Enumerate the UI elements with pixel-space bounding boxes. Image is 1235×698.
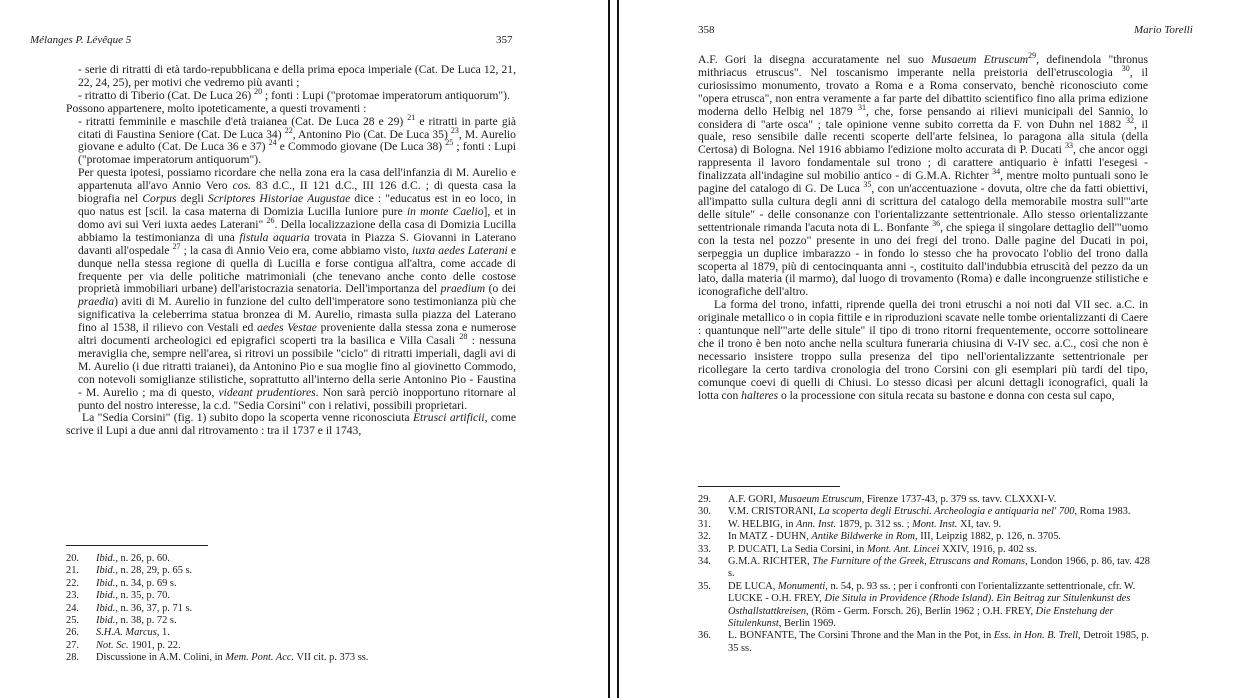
paragraph: Per questa ipotesi, possiamo ricordare che nella zona era la casa dell'infanzia di M. Aurelio e appartenuta all'avo Annio Vero cos. 83 d.C., II 121 d.C., III 126 d.C. ; di questa casa la biografia nel Corpus degli Scriptores Historiae Augustae dice : "educatus est in eo loco, in quo natus est [scil. la casa materna di Domizia Lucilla Iuniore pure in monte Caelio], et in domo avi sui Veri iuxta aedes Laterani" $^{26}$. Della localizzazione della casa di Domizia Lucilla abbiamo la testimonianza di una fistula aquaria trovata in Piazza S. Giovanni in Laterano davanti all'ospedale $^{27}$ ; la casa di Annio Veio era, come abbiamo visto, iuxta aedes Laterani e dunque nella stessa regione di quella di Lucilla e forse contigua all'altra, come accade di frequente per via delle politiche matrimoniali (che tenevano anche conto delle costose proprietà immobiliari urbane) dell'aristocrazia senatoria. Dell'importanza del praedium (o dei praedia) aviti di M. Aurelio in funzione del culto dell'imperatore sono testimonianza più che significativa la celeberrima statua bronzea di M. Aurelio, rimasta sulla piazza del Laterano fino al 1538, il rilievo con Vestali ed aedes Vestae proveniente dalla stessa zona e numerose altri documenti archeologici ed epigrafici scoperti tra la basilica e Villa Casali $^{28}$ : nessuna meraviglia che, sempre nell'area, si ritrovi un possibile "ciclo" di ritratti imperiali, dagli avi di M. Aurelio (i due ritratti traianei), da Antonino Pio e sua moglie fino al giovinetto Commodo, con notevoli somiglianze stilistiche, soprattutto all'interno della serie Antonino Pio - Faustina - M. Aurelio ; ma di questo, videant prudentiores. Non sarà perciò inopportuno ritornare al punto del nostro interesse, la c.d. "Sedia Corsini" con i relativi, possibili proprietari. [78, 166, 517, 412]
footnote-ref[interactable]: 29 [1028, 51, 1037, 61]
footnote-ref[interactable]: 32 [1125, 115, 1134, 125]
footnote-ref[interactable]: 31 [858, 102, 866, 112]
paragraph: La "Sedia Corsini" (fig. 1) subito dopo la scoperta venne riconosciuta Etrusci artificii, come scrive il Lupi a due anni dal ritrovamento : tra il 1737 e il 1743, [66, 411, 517, 438]
footnote-ref[interactable]: 34 [992, 167, 1001, 177]
footnote: 21. Ibid., n. 28, 29, p. 65 s. [66, 565, 193, 577]
list-item: - ritratti femminile e maschile d'età traianea (Cat. De Luca 28 e 29) $^{21}$ e ritratti in parte già citati di Faustina Seniore (Cat. De Luca 34) $^{22}$, Antonino Pio (Cat. De Luca 35) $^{23}$, M. Aurelio giovane e adulto (Cat. De Luca 36 e 37) $^{24}$ e Commodo giovane (De Luca 38) $^{25}$ ; fonti : Lupi ("protomae imperatorum antiquorum"). [78, 112, 516, 167]
footnote-ref[interactable]: 30 [1121, 64, 1130, 74]
footnote: 30. V.M. CRISTORANI, La scoperta degli Etruschi. Archeologia e antiquaria nel' 700, Roma 1983. [698, 506, 1131, 518]
footnote-ref[interactable]: 35 [863, 180, 872, 190]
left-page [0, 0, 616, 698]
left-body-text [66, 64, 516, 438]
paragraph: La forma del trono, infatti, riprende quella dei troni etruschi a noi noti dal VII sec. a.C. in originale metallico o in copia fittile e in riproduzioni scavate nelle tombe orientalizzanti di Caere : quantunque nell'"arte delle situle" il tipo di trono ritorni frequentemente, occorre sottolineare che il trono è ben noto anche nella scultura funeraria chiusina di V-IV sec. a.C., così che non è necessario insistere troppo sulla presenza del tipo nell'orientalizzante settentrionale per ricollegare la certo tardiva cronologia del trono Corsini con gli esemplari più tardi del tipo, comunque coevi di quelli di Chiusi. Lo stesso dicasi per alcuni dettagli iconografici, quali la lotta con halteres o la processione con situla recata su bastone e donna con cesta sul capo, [698, 298, 1148, 402]
footnotes-left [66, 553, 516, 665]
footnote: 26. S.H.A. Marcus, 1. [66, 627, 170, 639]
footnote: 20. Ibid., n. 26, p. 60. [66, 553, 170, 564]
right-page [626, 0, 1235, 698]
footnote-ref[interactable]: 36 [932, 218, 941, 228]
paragraph: A.F. Gori la disegna accuratamente nel suo Musaeum Etruscum$^{29}$, definendola "thronus mithriacus etruscus". Nel toscanismo imperante nella preistoria dell'etruscologia $^{30}$, il curiosissimo monumento, trovato a Roma e a Roma conservato, benchè riconosciuto come "opera etrusca", non entra veramente a far parte del dibattito scientifico fino alla prima edizione moderna dello Helbig nel 1879 $^{31}$, che, forse pensando ai rilievi municipali del Sannio, lo considera di "arte osca" ; tale opinione venne subito corretta da F. von Duhn nel 1882 $^{32}$, il quale, reso sensibile dalle recenti scoperte dell'arte felsinea, lo paragona alla situla (della Certosa) di Bologna. Nel 1916 abbiamo l'edizione molto accurata di P. Ducati $^{33}$, che ancor oggi rappresenta il lavoro fondamentale sul trono ; di carattere antiquario è infatti l'esegesi - finalizzata all'indagine sul mobilio antico - di G.M.A. Richter $^{34}$, mentre molto puntuali sono le pagine del catalogo di G. De Luca $^{35}$, con un'accentuazione - dovuta, oltre che da fatti obiettivi, all'impatto sulla cultura degli anni di scrittura del catalogo della memorabile mostra sull'"arte delle situle" - delle consonanze con l'orientalizzante settentrionale. Allo stesso orientalizzante settentrionale rimanda l'acuta nota di L. Bonfante $^{36}$, che spiega il singolare dettaglio dell'"uomo con la testa nel pozzo" presente in uno dei fregi del trono. Dalle pagine del Ducati in poi, serpeggia un duplice imbarazzo - in fondo lo stesso che ha provocato l'oblio del trono dalla scoperta al 1879, più di centocinquanta anni -, costituito dall'indubbia etruscità del pezzo da un lato, dalla materia (il marmo), dal luogo di trovamento (Roma) e dalle incongruenze stilistiche e iconografiche dell'altro. [698, 51, 1149, 299]
footnote: 23. Ibid., n. 35, p. 70. [66, 590, 170, 602]
footnote-ref[interactable]: 20 [254, 86, 263, 96]
footnote: 24. Ibid., n. 36, 37, p. 71 s. [66, 602, 193, 614]
right-body-text [698, 51, 1149, 402]
footnote: 31. W. HELBIG, in Ann. Inst. 1879, p. 312 ss. ; Mont. Inst. XI, tav. 9. [698, 518, 1002, 530]
footnote: 32. In MATZ - DUHN, Antike Bildwerke in Rom, III, Leipzig 1882, p. 126, n. 3705. [698, 531, 1062, 543]
footnote: 27. Not. Sc. 1901, p. 22. [66, 639, 181, 651]
footnote-ref[interactable]: 27 [172, 241, 181, 251]
footnote: 36. L. BONFANTE, The Corsini Throne and the Man in the Pot, in Ess. in Hon. B. Trell, Detroit 1985, p. 35 ss. [698, 630, 1150, 654]
list-item: - ritratto di Tiberio (Cat. De Luca 26) $^{20}$ ; fonti : Lupi ("protomae imperatorum antiquorum"). [78, 86, 510, 102]
footnote: 25. Ibid., n. 38, p. 72 s. [66, 615, 177, 627]
paragraph: Possono appartenere, molto ipoteticamente, a questi trovamenti : [66, 101, 367, 115]
page-gutter-line [617, 0, 619, 698]
running-header-title: Mélanges P. Lévêque 5 [30, 34, 132, 46]
page-number-left: 357 [496, 34, 513, 46]
footnote-ref[interactable]: 26 [266, 216, 275, 226]
footnote: 28. Discussione in A.M. Colini, in Mem. Pont. Acc. VII cit. p. 373 ss. [66, 652, 369, 664]
footnote-ref[interactable]: 33 [1065, 141, 1074, 151]
running-header-author: Mario Torelli [1134, 24, 1193, 36]
page-gutter-line [608, 0, 610, 698]
footnote: 22. Ibid., n. 34, p. 69 s. [66, 577, 177, 589]
footnote-ref[interactable]: 23 [450, 125, 459, 135]
footnote: 34. G.M.A. RICHTER, The Furniture of the Greek, Etruscans and Romans, London 1966, p. 86, tav. 428 s. [698, 556, 1150, 580]
footnote-ref[interactable]: 28 [459, 332, 468, 342]
footnote-ref[interactable]: 25 [445, 138, 454, 148]
footnote: 35. DE LUCA, Monumenti, n. 54, p. 93 ss. ; per i confronti con l'orientalizzante settentrionale, cfr. W. LUCKE - O.H. FREY, Die Situla in Providence (Rhode Island). Ein Beitrag zur Situlenkunst des Osthallstattkreisen, (Röm - Germ. Forsch. 26), Berlin 1962 ; O.H. FREY, Die Enstehung der Situlenkunst, Berlin 1969. [698, 580, 1136, 630]
footnote-ref[interactable]: 22 [284, 125, 293, 135]
footnote: 29. A.F. GORI, Musaeum Etruscum, Firenze 1737-43, p. 379 ss. tavv. CLXXXI-V. [698, 494, 1057, 505]
list-item: - serie di ritratti di età tardo-repubblicana e della prima epoca imperiale (Cat. De Luca 12, 21, 22, 24, 25), per motivi che vedremo più avanti ; [78, 63, 516, 89]
footnote-divider [66, 545, 208, 546]
page-number-right: 358 [698, 24, 715, 36]
footnote-divider [698, 486, 840, 487]
footnote: 33. P. DUCATI, La Sedia Corsini, in Mont. Ant. Lincei XXIV, 1916, p. 402 ss. [698, 543, 1038, 555]
footnotes-right [698, 494, 1158, 655]
footnote-ref[interactable]: 21 [407, 112, 416, 122]
footnote-ref[interactable]: 24 [268, 138, 277, 148]
